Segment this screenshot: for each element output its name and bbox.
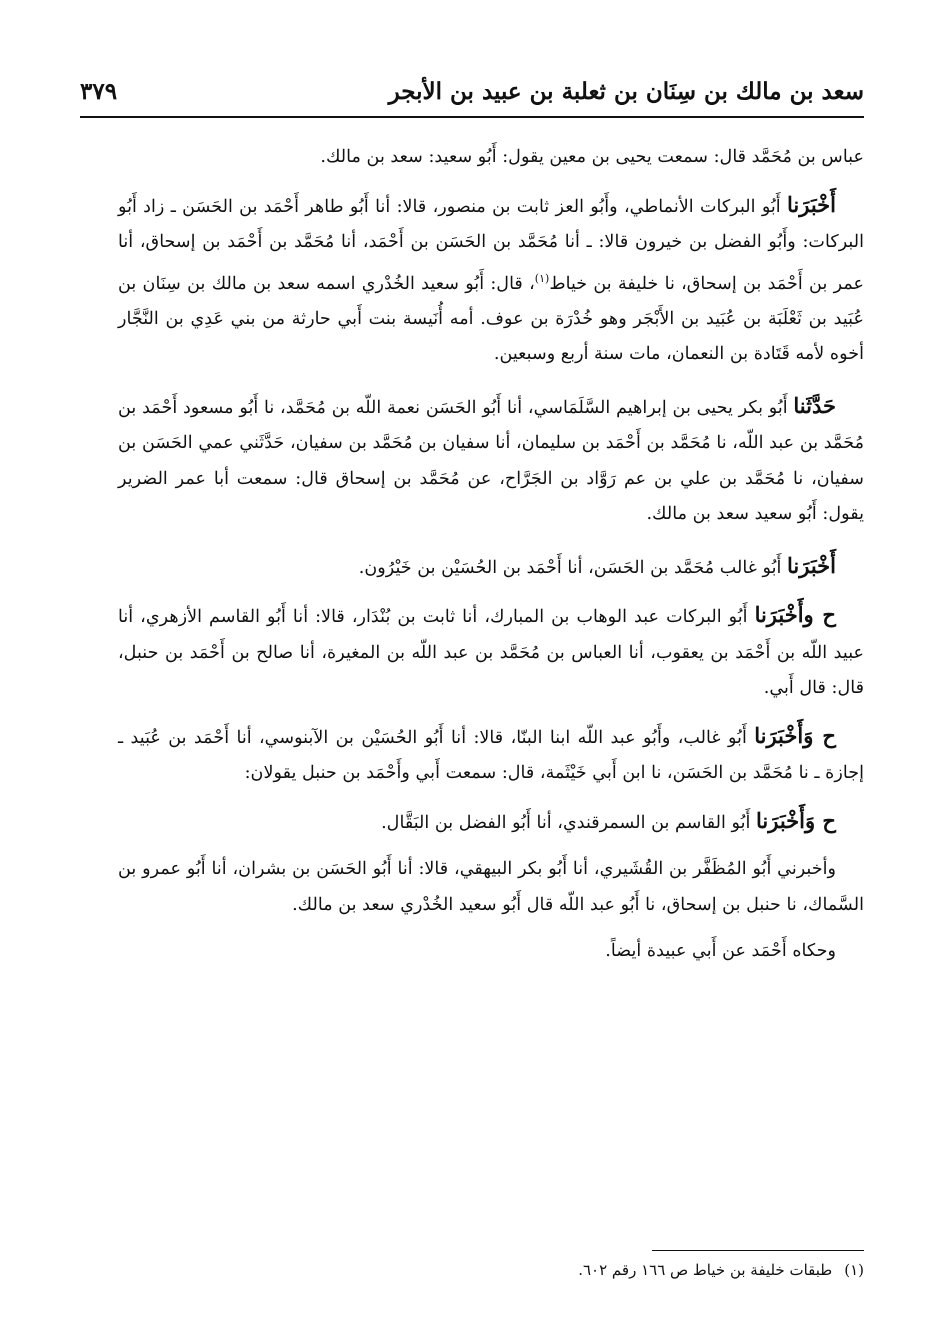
paragraph-6-lead: ح وَأَخْبَرَنا bbox=[754, 722, 836, 748]
footnote-reference-mark: (١) bbox=[534, 271, 550, 285]
paragraph-7 bbox=[118, 803, 864, 842]
paragraph-7-lead: ح وَأَخْبَرَنا bbox=[756, 807, 836, 833]
paragraph-8-text: وأخبرني أَبُو المُظَفَّر بن القُشَيري، أنا أَبُو بكر البيهقي، قالا: أنا أَبُو الحَسَن بن بشران، أنا أَبُو عمرو بن السَّماك، نا حنبل بن إسحاق، نا أَبُو عبد اللّه قال أَبُو سعيد الخُدْري سعد بن مالك. bbox=[118, 859, 864, 915]
paragraph-6-text: أَبُو غالب، وأَبُو عبد اللّه ابنا البنّا، قالا: أنا أَبُو الحُسَيْن بن الآبنوسي، أنا أَحْمَد بن عُبَيد ـ إجازة ـ نا مُحَمَّد بن الحَسَن، نا ابن أَبي خَيْثَمة، قال: سمعت أَبي وأَحْمَد بن حنبل يقولان: bbox=[118, 727, 864, 784]
paragraph-9-text: وحكاه أَحْمَد عن أَبي عبيدة أيضاً. bbox=[605, 941, 836, 962]
paragraph-gap bbox=[118, 373, 864, 388]
paragraph-4-text: أَبُو غالب مُحَمَّد بن الحَسَن، أنا أَحْمَد بن الحُسَيْن بن خَيْرُون. bbox=[358, 557, 788, 578]
paragraph-8 bbox=[118, 852, 864, 923]
running-title: سعد بن مالك بن سِنَان بن ثعلبة بن عبيد بن الأبجر bbox=[388, 78, 864, 105]
paragraph-5-lead: ح وأَخْبَرَنا bbox=[754, 602, 836, 628]
header-rule bbox=[80, 116, 864, 118]
main-text bbox=[118, 140, 864, 970]
paragraph-2 bbox=[118, 187, 864, 373]
paragraph-2-text-continued: ، قال: أَبُو سعيد الخُدْري اسمه سعد بن مالك بن سِنَان بن عُبَيد بن ثَعْلَبَة بن عُبَيد بن الأَبْجَر وهو خُدْرَة بن عوف. أمه أُنَيسة بنت أَبي حارثة من بني عَدِي بن النَّجَّار أخوه لأمه قَتَادة بن النعمان، مات سنة أربع وسبعين. bbox=[118, 273, 864, 365]
page-header bbox=[80, 72, 864, 114]
paragraph-1 bbox=[118, 140, 864, 176]
footnote-rule bbox=[652, 1250, 864, 1251]
paragraph-3 bbox=[118, 388, 864, 533]
paragraph-5-text: أَبُو البركات عبد الوهاب بن المبارك، أنا ثابت بن بُنْدَار، قالا: أنا أَبُو القاسم الأزهري، أنا عبيد اللّه بن أَحْمَد بن يعقوب، أنا العباس بن مُحَمَّد بن عبد اللّه بن المغيرة، أنا صالح بن أَحْمَد بن حنبل، قال: قال أَبي. bbox=[118, 607, 864, 699]
paragraph-4 bbox=[118, 548, 864, 587]
paragraph-3-lead: حَدَّثَنا bbox=[793, 392, 836, 418]
paragraph-2-lead: أَخْبَرَنا bbox=[787, 191, 836, 217]
footnote bbox=[360, 1258, 864, 1282]
paragraph-3-text: أَبُو بكر يحيى بن إبراهيم السَّلَمَاسي، أنا أَبُو الحَسَن نعمة اللّه بن مُحَمَّد، نا أَبُو مسعود أَحْمَد بن مُحَمَّد بن عبد اللّه، نا مُحَمَّد بن أَحْمَد بن سليمان، أنا سفيان بن مُحَمَّد بن سفيان، حَدَّثَني عمي الحَسَن بن سفيان، نا مُحَمَّد بن علي بن عم رَوَّاد بن الجَرَّاح، عن مُحَمَّد بن إسحاق قال: سمعت أبا عمر الضرير يقول: أَبُو سعيد سعد بن مالك. bbox=[118, 397, 864, 525]
paragraph-gap bbox=[118, 586, 864, 597]
paragraph-gap bbox=[118, 792, 864, 803]
paragraph-2-text: أَبُو البركات الأنماطي، وأَبُو العز ثابت بن منصور، قالا: أنا أَبُو طاهر أَحْمَد بن الحَسَن ـ زاد أَبُو البركات: وأَبُو الفضل بن خيرون قالا: ـ أنا مُحَمَّد بن الحَسَن بن أَحْمَد، أنا مُحَمَّد بن أَحْمَد بن إسحاق، أنا عمر بن أَحْمَد بن إسحاق، نا خليفة بن خياط bbox=[118, 196, 865, 294]
paragraph-1-text: عباس بن مُحَمَّد قال: سمعت يحيى بن معين يقول: أَبُو سعيد: سعد بن مالك. bbox=[320, 147, 864, 167]
paragraph-gap bbox=[118, 841, 864, 852]
footnote-text: طبقات خليفة بن خياط ص ١٦٦ رقم ٦٠٢. bbox=[578, 1261, 833, 1279]
footnote-number: (١) bbox=[844, 1261, 864, 1279]
paragraph-7-text: أَبُو القاسم بن السمرقندي، أنا أَبُو الفضل بن البَقَّال. bbox=[381, 812, 756, 833]
paragraph-6 bbox=[118, 718, 864, 792]
paragraph-gap bbox=[118, 923, 864, 934]
paragraph-gap bbox=[118, 707, 864, 718]
paragraph-5 bbox=[118, 597, 864, 707]
paragraph-4-lead: أَخْبَرَنا bbox=[787, 552, 836, 578]
paragraph-gap bbox=[118, 533, 864, 548]
paragraph-9 bbox=[118, 934, 864, 970]
page-number: ٣٧٩ bbox=[80, 78, 118, 105]
paragraph-gap bbox=[118, 176, 864, 187]
